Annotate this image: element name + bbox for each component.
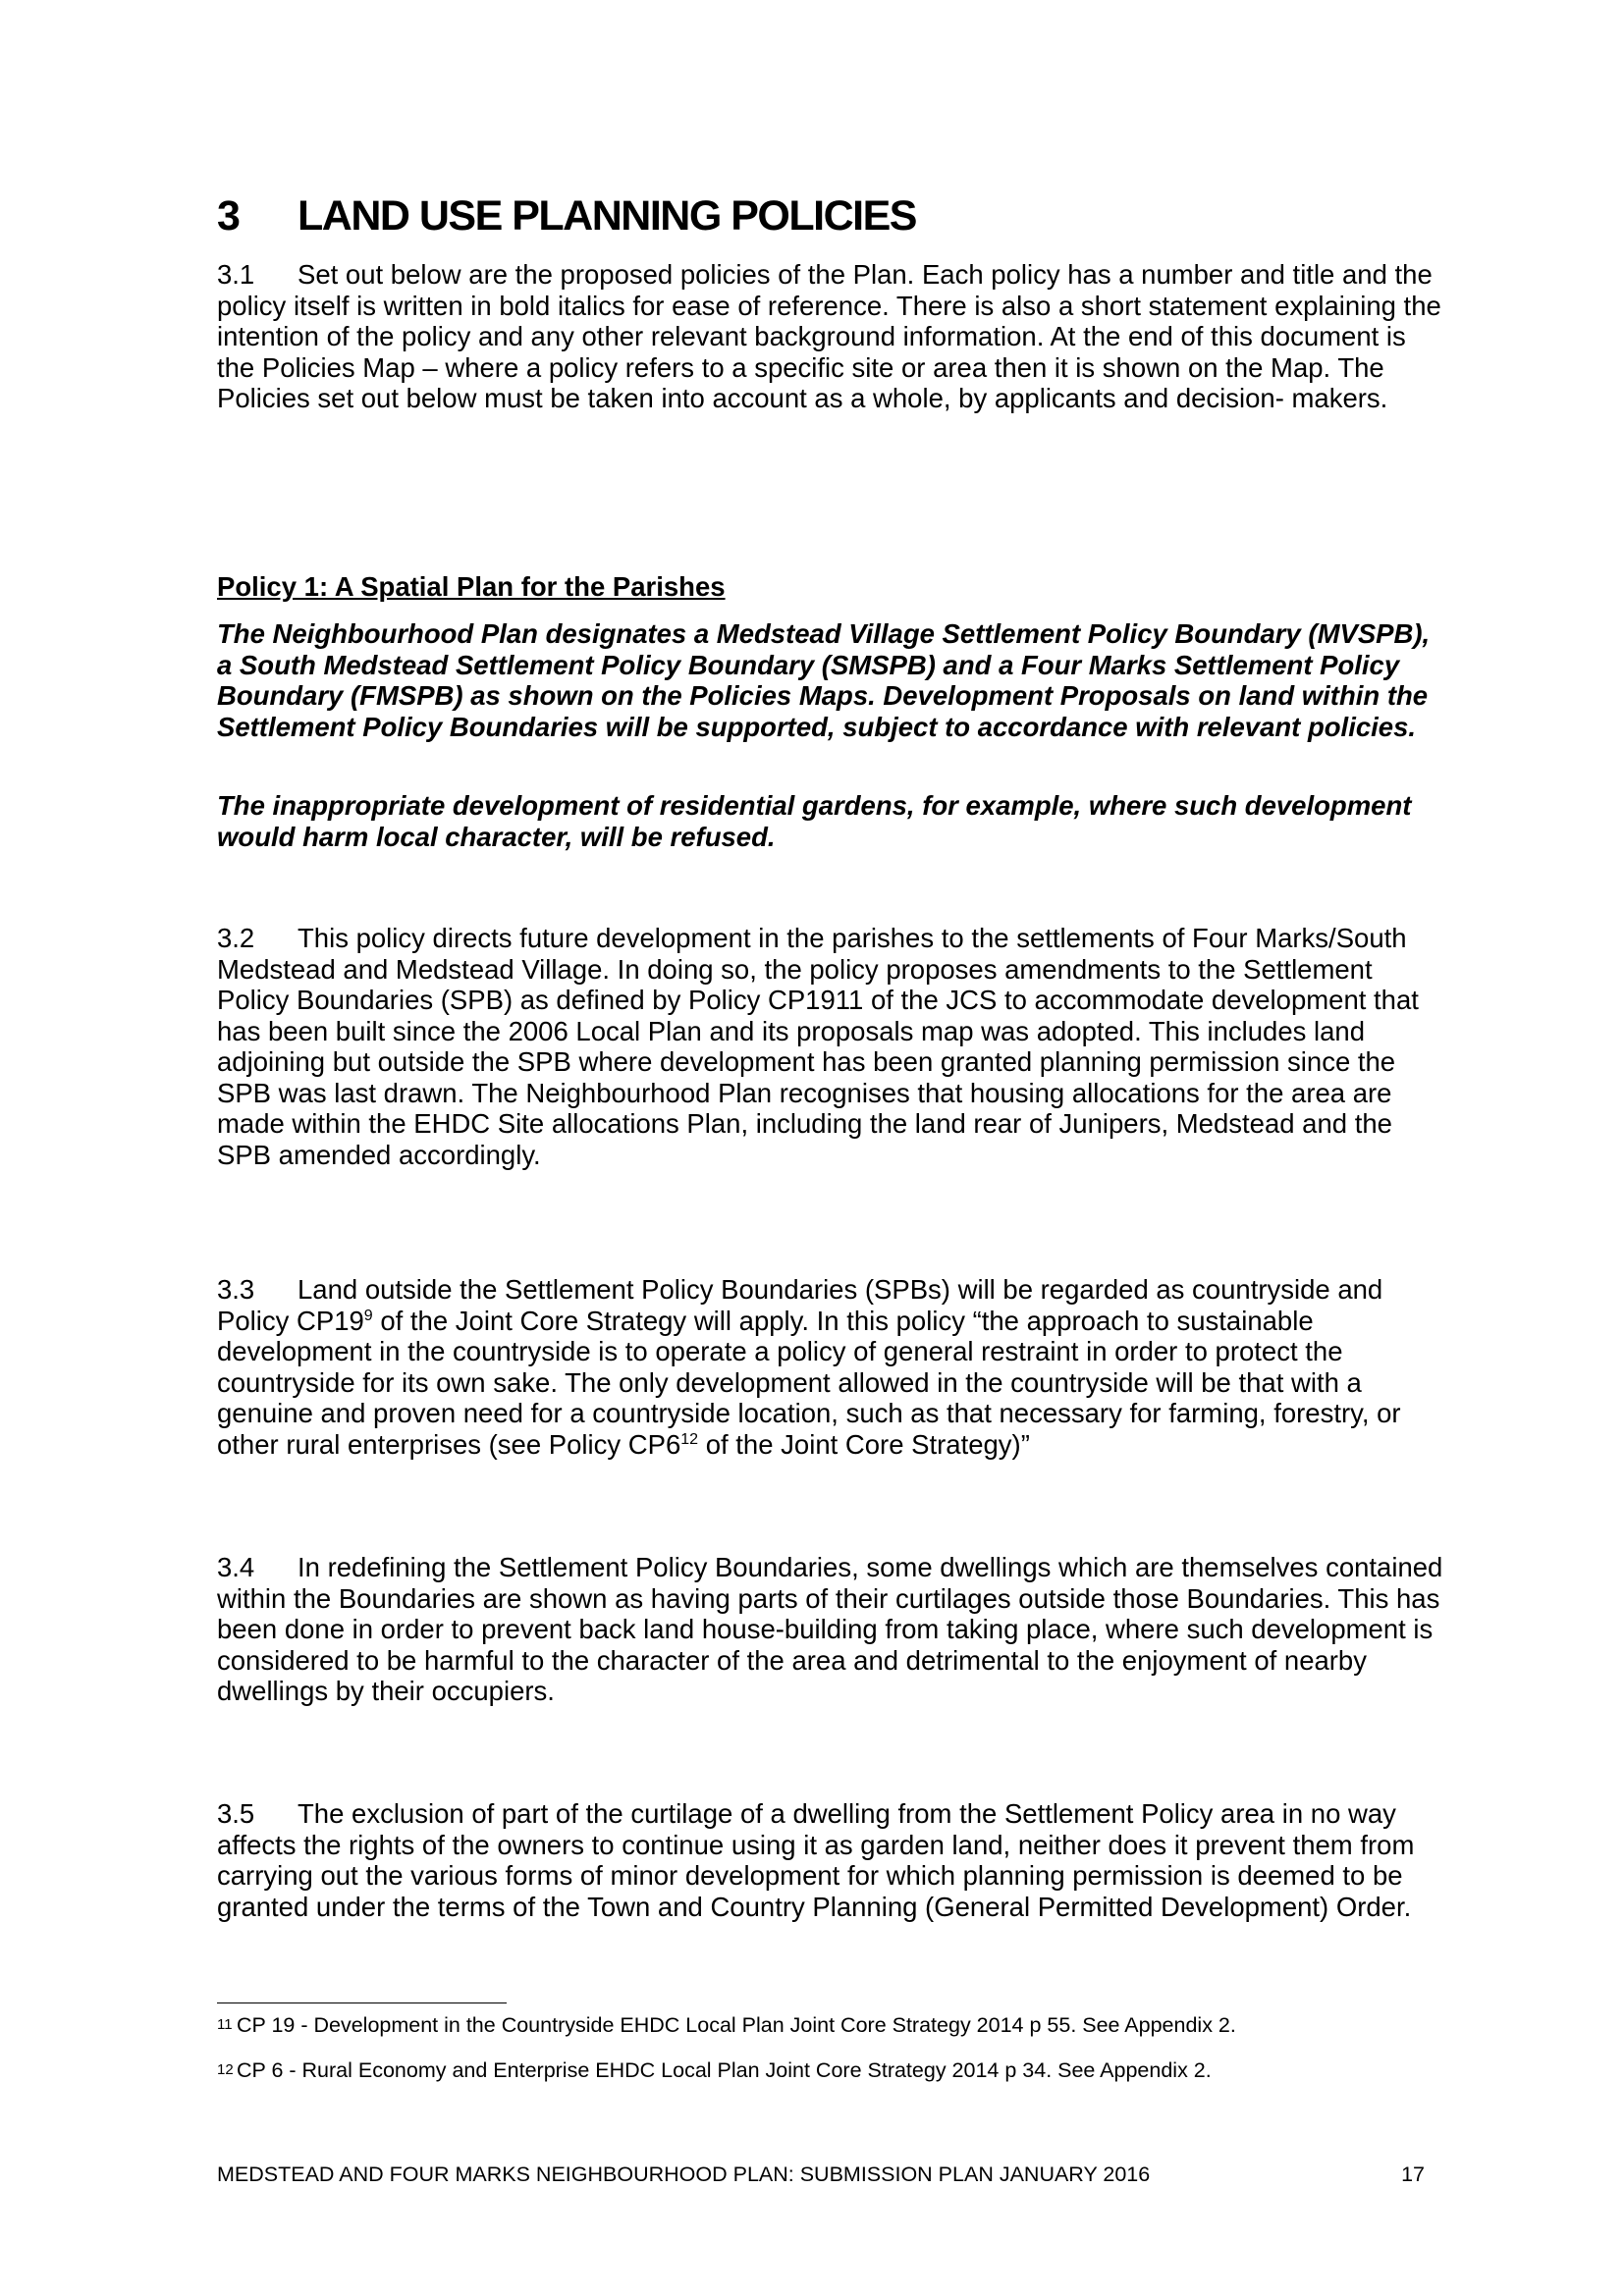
paragraph-3-2 xyxy=(217,923,1444,1170)
section-title: LAND USE PLANNING POLICIES xyxy=(298,192,916,240)
paragraph-text: of the Joint Core Strategy will apply. In this policy “the approach to sustainable development in the countryside is to operate a policy of general restraint in order to protect the countryside for its own sake. The only development allowed in the countryside will be that with a genuine and proven need for a countryside location, such as that necessary for farming, forestry, or other rural enterprises (see Policy CP6 xyxy=(217,1305,1401,1460)
paragraph-3-4 xyxy=(217,1552,1444,1707)
paragraph-number: 3.1 xyxy=(217,259,255,290)
page-footer xyxy=(217,2163,1425,2187)
footnote-ref[interactable]: 9 xyxy=(363,1307,373,1324)
policy-title: Policy 1: A Spatial Plan for the Parishes xyxy=(217,571,726,602)
footnote-text: CP 19 - Development in the Countryside EHDC Local Plan Joint Core Strategy 2014 p 55. See Appendix 2. xyxy=(237,2013,1236,2037)
policy-statement-gardens: The inappropriate development of residential gardens, for example, where such development would harm local character, will be refused. xyxy=(217,790,1412,852)
paragraph-text: In redefining the Settlement Policy Boundaries, some dwellings which are themselves contained within the Boundaries are shown as having parts of their curtilages outside those Boundaries. This has been done in order to prevent back land house-building from taking place, where such development is considered to be harmful to the character of the area and detrimental to the enjoyment of nearby dwellings by their occupiers. xyxy=(217,1552,1443,1706)
paragraph-text: of the Joint Core Strategy)” xyxy=(698,1428,1030,1460)
paragraph-number: 3.2 xyxy=(217,923,255,953)
paragraph-text: Land outside the Settlement Policy Boundaries (SPBs) will be regarded as countryside and Policy CP19 xyxy=(217,1274,1383,1336)
footnote-number: 12 xyxy=(217,2061,234,2078)
footnote-number: 11 xyxy=(217,2016,233,2033)
footnote-text: CP 6 - Rural Economy and Enterprise EHDC Local Plan Joint Core Strategy 2014 p 34. See Appendix 2. xyxy=(237,2058,1212,2082)
document-page xyxy=(217,0,1444,2296)
policy-statement: The Neighbourhood Plan designates a Medstead Village Settlement Policy Boundary (MVSPB), a South Medstead Settlement Policy Boundary (SMSPB) and a Four Marks Settlement Policy Boundary (FMSPB) as shown on the Policies Maps. Development Proposals on land within the Settlement Policy Boundaries will be supported, subject to accordance with relevant policies. xyxy=(217,618,1431,742)
footnote-divider xyxy=(217,2002,507,2003)
paragraph-text: This policy directs future development in the parishes to the settlements of Four Marks/South Medstead and Medstead Village. In doing so, the policy proposes amendments to the Settlement Policy Boundaries (SPB) as defined by Policy CP1911 of the JCS to accommodate development that has been built since the 2006 Local Plan and its proposals map was adopted. This includes land adjoining but outside the SPB where development has been granted planning permission since the SPB was last drawn. The Neighbourhood Plan recognises that housing allocations for the area are made within the EHDC Site allocations Plan, including the land rear of Junipers, Medstead and the SPB amended accordingly. xyxy=(217,923,1419,1170)
section-heading xyxy=(217,192,916,240)
paragraph-3-3 xyxy=(217,1274,1444,1460)
paragraph-number: 3.4 xyxy=(217,1552,255,1582)
paragraph-3-1 xyxy=(217,259,1444,414)
paragraph-text: The exclusion of part of the curtilage of a dwelling from the Settlement Policy area in no way affects the rights of the owners to continue using it as garden land, neither does it prevent them from carrying out the various forms of minor development for which planning permission is deemed to be granted under the terms of the Town and Country Planning (General Permitted Development) Order. xyxy=(217,1798,1415,1922)
footnote-11 xyxy=(217,2014,1444,2036)
paragraph-3-5 xyxy=(217,1798,1444,1922)
page-number: 17 xyxy=(1401,2163,1425,2186)
section-number: 3 xyxy=(217,192,240,240)
footer-text: MEDSTEAD AND FOUR MARKS NEIGHBOURHOOD PLAN: SUBMISSION PLAN JANUARY 2016 xyxy=(217,2163,1151,2186)
paragraph-text: Set out below are the proposed policies of the Plan. Each policy has a number and title and the policy itself is written in bold italics for ease of reference. There is also a short statement explaining the intention of the policy and any other relevant background information. At the end of this document is the Policies Map – where a policy refers to a specific site or area then it is shown on the Map. The Policies set out below must be taken into account as a whole, by applicants and decision- makers. xyxy=(217,259,1441,413)
paragraph-number: 3.3 xyxy=(217,1274,255,1305)
footnote-12 xyxy=(217,2059,1444,2081)
paragraph-number: 3.5 xyxy=(217,1798,255,1829)
footnote-ref[interactable]: 12 xyxy=(680,1430,699,1448)
